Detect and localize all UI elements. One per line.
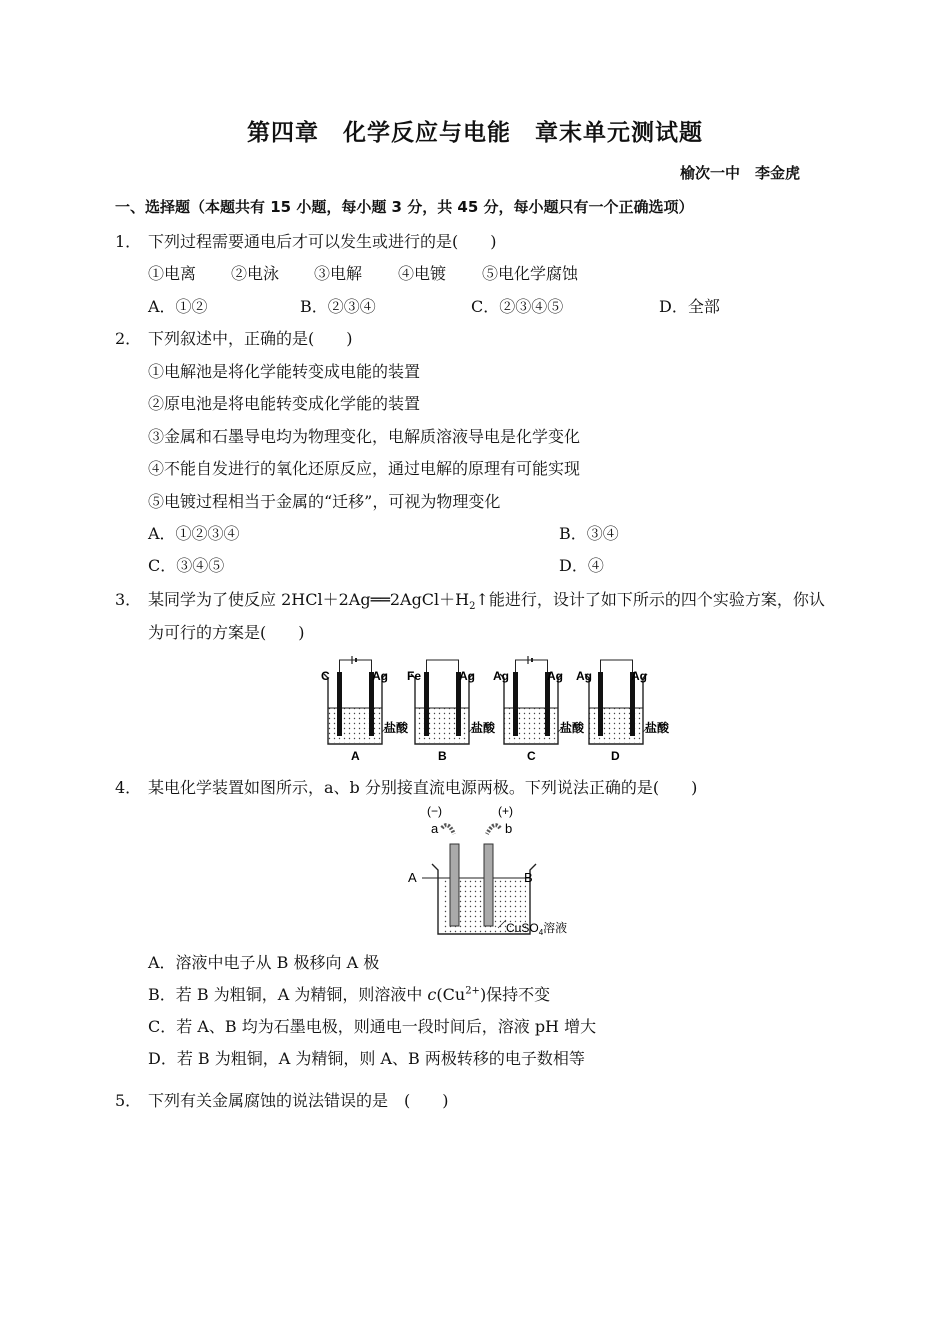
question-number: 5．	[115, 1091, 142, 1110]
author-line: 榆次一中 李金虎	[679, 164, 800, 182]
page-title: 第四章 化学反应与电能 章末单元测试题	[247, 120, 703, 146]
q2-option-d: D．④	[559, 556, 604, 575]
terminal-a-label: a	[431, 821, 439, 836]
beaker-c-caption: C	[527, 749, 536, 763]
beaker-a-left-label: C	[321, 669, 330, 683]
positive-terminal-label: (+)	[498, 804, 513, 818]
q1-option-b: B．②③④	[300, 297, 376, 316]
beaker-a-solution-label: 盐酸	[384, 721, 409, 735]
q1-item-2: ②电泳	[231, 264, 280, 283]
question-number: 2．	[115, 329, 142, 348]
question-stem: 某同学为了使反应 $2HCl+2Ag══2AgCl+H_2↑$能进行，设计了如下所示的四个实验方案，你认	[148, 590, 825, 613]
q2-statement-3: ③金属和石墨导电均为物理变化，电解质溶液导电是化学变化	[148, 427, 581, 446]
q2-statement-4: ④不能自发进行的氧化还原反应，通过电解的原理有可能实现	[148, 459, 581, 478]
beaker-a-caption: A	[351, 749, 360, 763]
question-stem: 下列过程需要通电后才可以发生或进行的是( )	[148, 232, 497, 251]
q4-option-a: A．溶液中电子从 B 极移向 A 极	[148, 953, 380, 972]
q2-option-c: C．③④⑤	[148, 556, 225, 575]
question-stem: 下列叙述中，正确的是( )	[148, 329, 353, 348]
question-stem: 下列有关金属腐蚀的说法错误的是 ( )	[148, 1091, 449, 1110]
negative-terminal-label: (−)	[427, 804, 442, 818]
question-stem-line2: 为可行的方案是( )	[148, 623, 305, 642]
beaker-b	[407, 660, 496, 763]
beaker-d-solution-label: 盐酸	[645, 721, 670, 735]
beaker-c	[493, 656, 585, 763]
q4-option-c: C．若 A、B 均为石墨电极，则通电一段时间后，溶液 pH 增大	[148, 1017, 597, 1036]
q1-option-d: D．全部	[659, 297, 720, 316]
q2-option-b: B．③④	[559, 524, 619, 543]
q4-option-d: D．若 B 为粗铜，A 为精铜，则 A、B 两极转移的电子数相等	[148, 1049, 585, 1068]
four-beaker-figure	[318, 652, 674, 764]
wire-b	[487, 825, 500, 834]
beaker-b-solution-label: 盐酸	[471, 721, 496, 735]
question-number: 3．	[115, 590, 142, 609]
q4-option-b: B．若 B 为粗铜，A 为精铜，则溶液中 $c(Cu^{2+})$保持不变	[148, 985, 551, 1004]
beaker-d	[576, 660, 670, 763]
question-stem: 某电化学装置如图所示，a、b 分别接直流电源两极。下列说法正确的是( )	[148, 778, 698, 797]
q2-statement-5: ⑤电镀过程相当于金属的“迁移”，可视为物理变化	[148, 492, 501, 511]
beaker-b-caption: B	[438, 749, 447, 763]
beaker-d-right-label: Ag	[631, 669, 647, 683]
q2-statement-1: ①电解池是将化学能转变成电能的装置	[148, 362, 421, 381]
beaker-a-right-label: Ag	[372, 669, 388, 683]
q1-option-c: C．②③④⑤	[471, 297, 564, 316]
section-heading: 一、选择题（本题共有 15 小题，每小题 3 分，共 45 分，每小题只有一个正确选项）	[115, 198, 694, 216]
question-number: 1．	[115, 232, 142, 251]
q1-item-5: ⑤电化学腐蚀	[482, 264, 579, 283]
electrode-a-label: A	[408, 870, 417, 885]
beaker-d-left-label: Ag	[576, 669, 592, 683]
beaker-b-right-label: Ag	[459, 669, 475, 683]
electrode-a	[450, 844, 459, 926]
q2-statement-2: ②原电池是将电能转变成化学能的装置	[148, 394, 421, 413]
q1-option-a: A．①②	[148, 297, 208, 316]
terminal-b-label: b	[505, 821, 513, 836]
solution-label: CuSO$_4$溶液	[506, 921, 568, 937]
electrode-b-label: B	[524, 870, 533, 885]
q1-item-4: ④电镀	[398, 264, 447, 283]
wire-a	[442, 825, 454, 834]
beaker-d-caption: D	[611, 749, 620, 763]
beaker-c-left-label: Ag	[493, 669, 509, 683]
beaker-c-right-label: Ag	[547, 669, 563, 683]
q1-item-3: ③电解	[314, 264, 363, 283]
electrode-b	[484, 844, 493, 926]
q2-option-a: A．①②③④	[148, 524, 240, 543]
q1-item-1: ①电离	[148, 264, 197, 283]
electrolysis-cell-figure	[404, 800, 590, 942]
beaker-c-solution-label: 盐酸	[560, 721, 585, 735]
question-number: 4．	[115, 778, 142, 797]
beaker-a	[321, 656, 409, 763]
beaker-b-left-label: Fe	[407, 669, 422, 683]
equals-sign: ══	[370, 590, 390, 609]
